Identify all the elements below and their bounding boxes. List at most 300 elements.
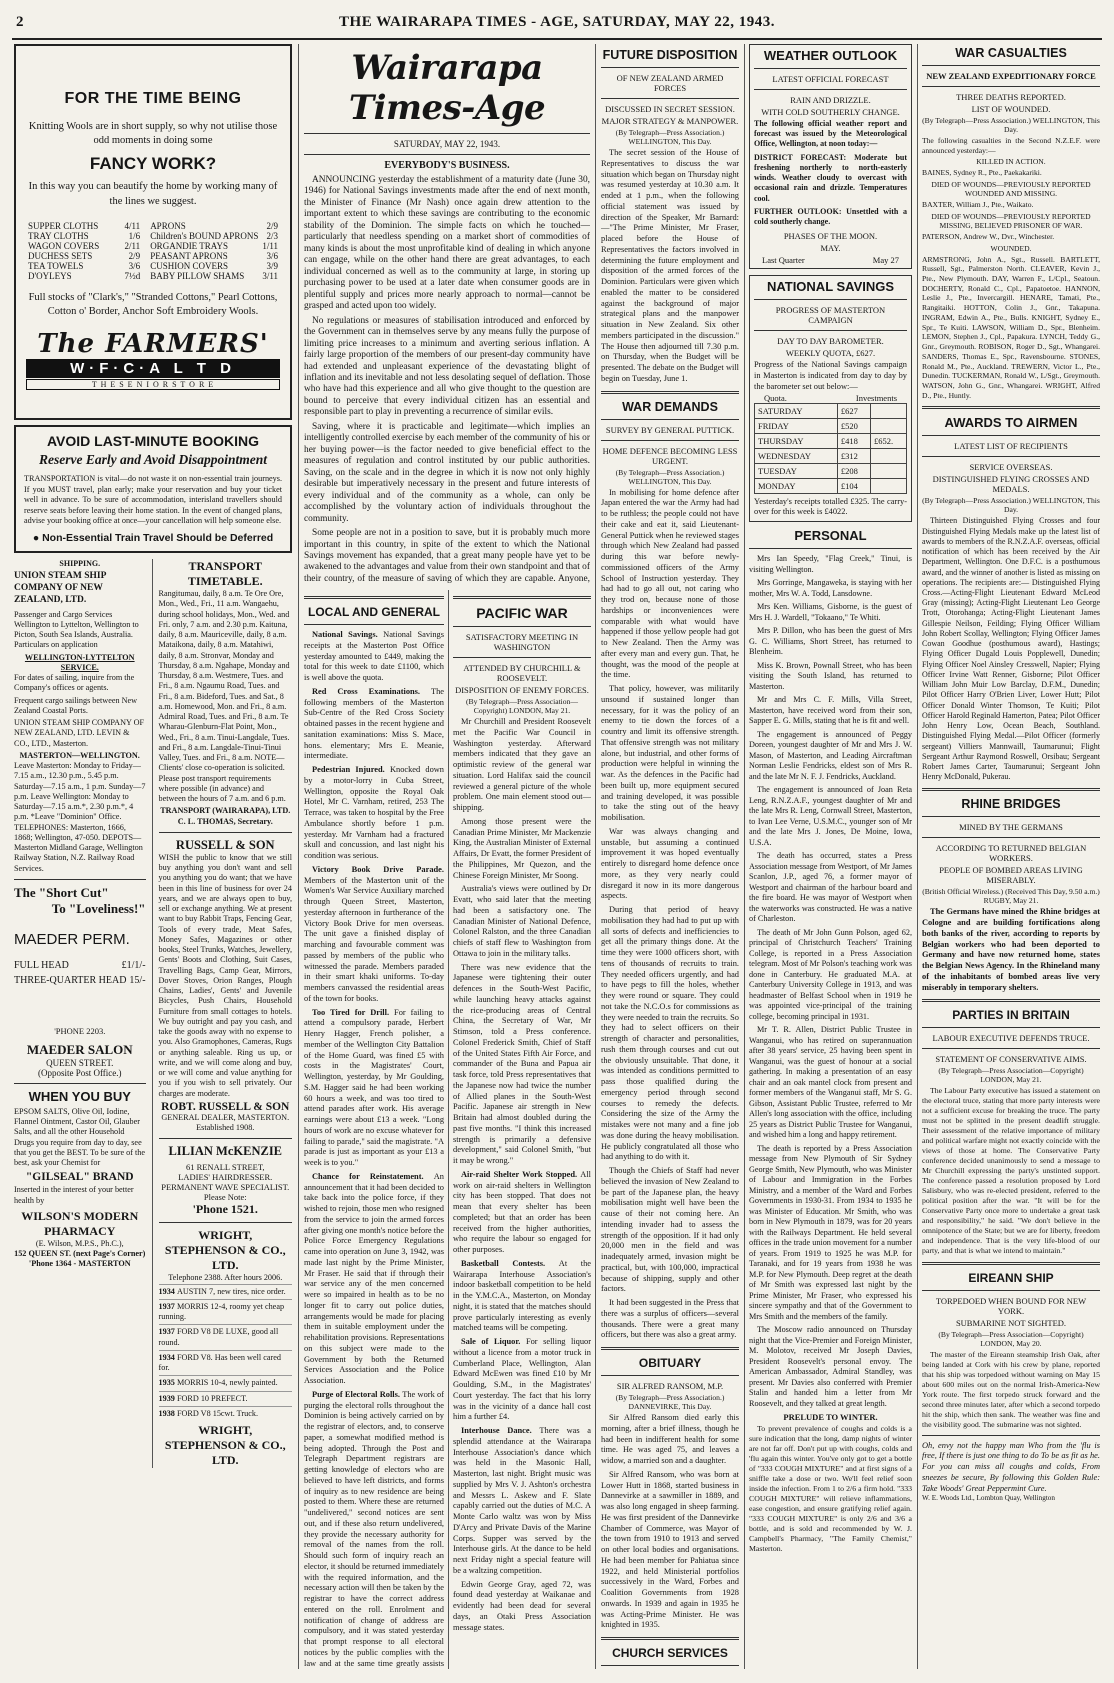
obituary-dateline: (By Telegraph—Press Association.) DANNEVIRKE, This Day. bbox=[615, 1393, 725, 1411]
prelude-body bbox=[749, 1424, 912, 1554]
weather-s3: WITH COLD SOUTHERLY CHANGE. bbox=[761, 107, 900, 117]
car-listing bbox=[159, 1406, 292, 1421]
car-desc: FORD V8 DE LUXE, good all round. bbox=[158, 1327, 279, 1347]
editorial-title: EVERYBODY'S BUSINESS. bbox=[384, 160, 510, 171]
savings-box bbox=[749, 275, 912, 522]
item-heading: Basketball Contests. bbox=[461, 1258, 559, 1268]
divider bbox=[601, 391, 739, 394]
divider bbox=[453, 657, 591, 658]
wilsons-owner: (E. Wilson, M.P.S., Ph.C.), bbox=[35, 1238, 124, 1248]
item-text: The work of purging the electoral rolls throughout the Dominion is being actively carried on by the registrar of electors, and, to conserve paper, a somewhat modified method is being adopted. Through the Post and Telegraph Department registrars are getting knowledge of electors who are believed to have left districts, and forms of inquiry as to new residence are being posted to them. Where these are returned "undelivered," second notices are sent out, and if these also return undelivered, they provide the necessary authority for removal of the names from the roll. Should such form of inquiry reach an elector, it should be returned immediately with the required information, and the necessary action will then be taken by the registrar to have the correct address entered on the roll. Enrolment and notification of change of address are compulsory, and it was stated yesterday that prompt response to all electoral notices by the public complies with the law and at the same time greatly assists bbox=[304, 1389, 444, 1668]
news-column-6 bbox=[922, 44, 1100, 1669]
russell-footer2: GENERAL DEALER, MASTERTON. Established 1908. bbox=[161, 1112, 290, 1132]
column-rule bbox=[917, 44, 918, 1669]
personal-paragraph: The death is reported by a Press Association message from New Plymouth of Sir Sydney George Smith, New Plymouth, who was Minister of Labour and Immigration in the Forbes Ministry, and a member of the Ward and Forbes Governments in 1930-31. From 1934 to 1935 he was Minister of Education. Mr Smith, who was born in New Plymouth in 1879, was for 20 years with the Railways Department. He held several offices in the trade union movement for a number of years. From 1919 to 1925 he was M.P. for Taranaki, and for 19 years from 1938 he was M.P. for New Plymouth. Deep regret at the death of Mr Smith was expressed last night by the Prime Minister, Mr Fraser, who expressed his sincere sympathy and that of the Government to Mrs Smith and the members of the family. bbox=[749, 1143, 912, 1321]
classified-right bbox=[159, 559, 292, 1468]
rhine-s3: PEOPLE OF BOMBED AREAS LIVING MISERABLY. bbox=[939, 865, 1083, 886]
future-s2: DISCUSSED IN SECRET SESSION. bbox=[605, 104, 735, 114]
divider bbox=[754, 89, 907, 90]
mckenzie-ad bbox=[159, 1144, 292, 1217]
price-item: WAGON COVERS bbox=[28, 240, 100, 251]
news-item bbox=[453, 1170, 591, 1256]
maeder-salon: MAEDER SALON bbox=[26, 1041, 133, 1057]
price-item: TEA TOWELS bbox=[28, 260, 84, 271]
wright-tel: Telephone 2388. After hours 2006. bbox=[168, 1273, 283, 1283]
car-listing bbox=[159, 1299, 292, 1325]
future-para: The secret session of the House of Representatives to discuss the war situation which began on Thursday night was resumed yesterday at 10.30 a.m. It ended at 1 p.m., when the following official statement was issued by direction of the Speaker, Mr Barnard:—"The Prime Minister, Mr Fraser, placed before the House of Representatives the factors involved in determining the future employment and disposition of the armed forces of the Dominion. Particulars were given which enabled the matter to be considered against the background of major strategical plans and the manpower situation in New Zealand. Six other members participated in the discussion." The House then adjourned till 7.30 p.m. on Thursday, when the Budget will be presented. The debate on the Budget will begin on Tuesday, June 1. bbox=[601, 148, 739, 383]
savings-investment bbox=[870, 448, 906, 463]
rhine-title: RHINE BRIDGES bbox=[961, 797, 1061, 812]
transport-body: Rangitumau, daily, 8 a.m. Te Ore Ore, Mon., Wed., Fri., 11 a.m. Wangaehu, during school holidays, Mon., Wed. and Fri. only, 7 a.m. and 2.30 p.m. Kaituna, daily, 8 a.m. Mauriceville, daily, 8 a.m. Mataikona, daily, 8 a.m. Matahiwi, daily, 8 a.m. Stronvar, Monday and Thursday, 8 a.m. Ngahape, Monday and Thursday, 8 a.m. Westmere, Tues. and Fri., 8 a.m. Ngaumu Road, Tues. and Fri., 8 a.m. Bideford, Tues. and Sat., 8 a.m. Homewood, Mon. and Fri., 8 a.m. Admiral Road, Tues. and Fri., 8 a.m. Te Wharau-Glenburn-Flat Point, Mon., Wed., Fri., 8 a.m. Tinui-Langdale, Tues. and Fri., 8 a.m. Langdale-Tinui-Tinui Valley, Tues. and Fri., 8 a.m. NOTE—Clients' close co-operation is solicited. Please post transport requirements where possible (in advance) and between the hours of 7 a.m. and 6 p.m. bbox=[158, 589, 290, 803]
header-rule bbox=[12, 38, 1102, 40]
car-listing bbox=[159, 1375, 292, 1390]
divider bbox=[922, 435, 1100, 436]
news-item bbox=[453, 1337, 591, 1423]
price-item: CUSHION COVERS bbox=[150, 260, 228, 271]
item-text: National Savings receipts at the Masterton Post Office yesterday amounted to £449, making the total for this week to date £1100, which is well above the quota. bbox=[304, 630, 444, 682]
shipping-text3: Frequent cargo sailings between New Zealand Coastal Ports. bbox=[14, 695, 138, 715]
car-desc: FORD V8 15cwt. Truck. bbox=[176, 1408, 258, 1418]
car-desc: MORRIS 12-4, roomy yet cheap running. bbox=[158, 1301, 285, 1321]
rhine-sub: MINED BY THE GERMANS bbox=[959, 822, 1063, 833]
savings-intro: Progress of the National Savings campaign in Masterton is indicated from day to day by the barometer set out below:— bbox=[754, 360, 907, 391]
obituary-sub: SIR ALFRED RANSOM, M.P. bbox=[616, 1381, 724, 1391]
weather-box bbox=[749, 44, 912, 269]
pacific-dateline: (By Telegraph—Press Association—Copyright) LONDON, May 21. bbox=[466, 697, 578, 715]
parties-body bbox=[922, 1086, 1100, 1255]
local-general-column bbox=[304, 590, 444, 1668]
mckenzie-line3: Please Note: bbox=[203, 1192, 247, 1203]
casualties-dow-names: BAXTER, William J., Pte., Waikato. bbox=[922, 200, 1034, 210]
savings-investment bbox=[870, 478, 906, 493]
moon-row bbox=[754, 255, 907, 265]
savings-row bbox=[755, 403, 907, 418]
savings-day: THURSDAY bbox=[755, 433, 838, 448]
savings-title: NATIONAL SAVINGS bbox=[766, 279, 895, 295]
price-row bbox=[148, 231, 280, 241]
divider bbox=[159, 1222, 292, 1223]
rhine-s2: ACCORDING TO RETURNED BELGIAN WORKERS. bbox=[935, 843, 1087, 864]
weather-sub: LATEST OFFICIAL FORECAST bbox=[772, 74, 889, 84]
mckenzie-address: 61 RENALL STREET, bbox=[185, 1162, 265, 1173]
divider bbox=[601, 440, 739, 441]
savings-quota: £520 bbox=[837, 418, 870, 433]
divider bbox=[601, 1347, 739, 1350]
item-heading: Purge of Electoral Rolls. bbox=[312, 1389, 403, 1399]
car-desc: MORRIS 10-4, newly painted. bbox=[176, 1378, 278, 1388]
price-item: BABY PILLOW SHAMS bbox=[150, 270, 245, 281]
price-row bbox=[26, 251, 142, 261]
divider bbox=[922, 406, 1100, 409]
parties-para: The Labour Party executive has issued a statement on the electoral truce, stating that more party interests were not a sufficient excuse for breaking the truce. The party must not be splitted in the present deadlift struggle. Their assessment of the relative importance of military and political warfare might not exactly coincide with the views of those at home. The Conservative Party conference decided unanimously to send a message to Mr Churchill expressing the party's unstinted support. The conference passed a resolution proposed by Lord Salisbury, who was re-elected president, referred to the political position after the war. "It will be for the Conservative Party once more to undertake a great task and responsibility," he said. "We don't believe in the omnipotence of the State; but we are for liberty, freedom and independence. That is the very life-blood of our party, and that is what we intend to maintain." bbox=[922, 1086, 1100, 1255]
car-year: 1937 bbox=[158, 1301, 177, 1311]
personal-paragraph: Miss K. Brown, Pownall Street, who has been visiting the South Island, has returned to Masterton. bbox=[749, 660, 912, 691]
editorial-paragraph: Some people are not in a position to save, but it is probably much more important in this country, in spite of the extent to which the National Savings movement has expanded, that a great many people have yet to be awakened to the advantages and value from their own standpoint and that of their country, of the measure of saving of which they are capable. Anyone, bbox=[304, 528, 590, 584]
casualties-dow2: DIED OF WOUNDS—PREVIOUSLY REPORTED MISSING, BELIEVED PRISONER OF WAR. bbox=[931, 211, 1091, 230]
price-value: 2/3 bbox=[266, 230, 278, 241]
airmen-title: AWARDS TO AIRMEN bbox=[944, 415, 1078, 431]
news-item bbox=[304, 865, 444, 1005]
russell-headline: RUSSELL & SON bbox=[175, 837, 275, 852]
personal-paragraph: The death of Mr John Gunn Polson, aged 62, principal of Christchurch Teachers' Training College, is reported in a Press Association telegram. Most of Mr Polson's teaching work was done in Canterbury. He graduated M.A. at Canterbury University College in 1913, and was headmaster of Belfast School when in 1919 he was appointed vice-principal of the training college, becoming principal in 1931. bbox=[749, 927, 912, 1021]
pacific-paragraph: Mr Churchill and President Roosevelt met the Pacific War Council in Washington yesterday. Afterward members indicated that they gave an optimistic review of the general war situation. Lord Halifax said the council reviewed a general picture of the whole problem. One main element stood out—shipping. bbox=[453, 717, 591, 812]
item-heading: Pedestrian Injured. bbox=[312, 765, 390, 774]
car-year: 1934 bbox=[158, 1286, 177, 1296]
maeder-threeq: THREE-QUARTER HEAD bbox=[14, 974, 127, 986]
wright-name: WRIGHT, STEPHENSON & CO., LTD. bbox=[164, 1228, 286, 1273]
personal-paragraph: Mrs Ian Speedy, "Flag Creek," Tinui, is visiting Wellington. bbox=[749, 554, 912, 574]
price-row bbox=[26, 231, 142, 241]
price-value: 4/11 bbox=[124, 220, 141, 231]
booking-ad bbox=[14, 425, 292, 553]
savings-cols bbox=[754, 393, 907, 403]
casualties-dow: DIED OF WOUNDS—PREVIOUSLY REPORTED WOUNDED AND MISSING. bbox=[931, 180, 1091, 199]
classified-block bbox=[14, 559, 292, 1468]
savings-quota: £104 bbox=[837, 478, 870, 493]
price-value: 2/9 bbox=[266, 220, 278, 231]
divider bbox=[922, 1027, 1100, 1028]
timetable-head: MASTERTON—WELLINGTON. bbox=[19, 750, 140, 760]
savings-row bbox=[755, 478, 907, 493]
shipping-text2: For dates of sailing, inquire from the Company's offices or agents. bbox=[14, 673, 135, 693]
maeder-full-head: FULL HEAD bbox=[14, 959, 69, 971]
ad-intro: Knitting Wools are in short supply, so why not utilise those odd moments in doing some bbox=[28, 121, 278, 147]
weather-phases: PHASES OF THE MOON. bbox=[783, 231, 878, 242]
wilsons-brand: "GILSEAL" BRAND bbox=[25, 1171, 134, 1184]
savings-quota: £312 bbox=[837, 448, 870, 463]
future-body bbox=[601, 148, 739, 385]
future-sub: OF NEW ZEALAND ARMED FORCES bbox=[616, 73, 724, 93]
car-year: 1937 bbox=[158, 1327, 177, 1337]
war-demands-title: WAR DEMANDS bbox=[622, 399, 718, 414]
personal-paragraph: Mrs Ken. Williams, Gisborne, is the guest of Mrs H. J. Wardell, "Tokaano," Te Whiti. bbox=[749, 602, 912, 622]
divider bbox=[159, 1138, 292, 1139]
price-value: 3/6 bbox=[266, 250, 278, 261]
booking-footer: ● Non-Essential Train Travel Should be Deferred bbox=[32, 531, 274, 544]
casualties-s2: THREE DEATHS REPORTED. bbox=[956, 92, 1066, 102]
ad-fancy: FANCY WORK? bbox=[89, 154, 217, 174]
logo-sub: W·F·C·A L T D bbox=[26, 359, 280, 378]
prelude-title: PRELUDE TO WINTER. bbox=[783, 1412, 878, 1423]
farmers-ad bbox=[14, 44, 292, 420]
price-row bbox=[26, 241, 142, 251]
price-list-left bbox=[26, 221, 142, 281]
eireann-dateline: (By Telegraph—Press Association—Copyright) LONDON, May 20. bbox=[938, 1329, 1084, 1348]
classified-left bbox=[14, 559, 146, 1468]
personal-paragraph: Mr T. R. Allen, District Public Trustee in Wanganui, who has retired on superannuation after 38 years' service, 25 having been spent in Wanganui, was the guest of honour at a social gathering. In making a presentation of an easy chair and an oak mantel clock from present and former members of the Wanganui staff, Mr S. G. Gibson, Assistant Public Trustee, referred to Mr Allen's long association with the office, including 25 years as District Public Trustee for Wanganui, and wished him a long and happy retirement. bbox=[749, 1025, 912, 1140]
price-value: 1/6 bbox=[128, 230, 141, 241]
wilsons-address: 152 QUEEN ST. (next Page's Corner) 'Phone 1364 - MASTERTON bbox=[14, 1249, 146, 1269]
divider bbox=[14, 1083, 146, 1084]
casualties-sub: NEW ZEALAND EXPEDITIONARY FORCE bbox=[926, 71, 1096, 81]
obituary-paragraph: Sir Alfred Ransom died early this morning, after a brief illness, though he had been in indifferent health for some time. He was aged 75, and leaves a widow, a married son and a daughter. bbox=[601, 1413, 739, 1465]
item-heading: Interhouse Dance. bbox=[461, 1426, 540, 1435]
savings-investment bbox=[870, 463, 906, 478]
item-heading: Chance for Reinstatement. bbox=[312, 1171, 434, 1181]
ad-way: In this way you can beautify the home by working many of the lines we suggest. bbox=[28, 181, 278, 207]
editorial-paragraph: No regulations or measures of stabilisation introduced and enforced by the Government can in themselves serve by any means fully the purpose of limiting price increases to a minimum and averting serious inflation. A fairly large proportion of the members of our present-day community have had extended and unpleasant experience of the devastating blight of inflation and its inevitable and not less desolating sequel of deflation. Those who have had this experience and all who give thought to the question are bound to perceive that every individual citizen has an essential and responsible part to play in preventing a recurrence of similar evils. bbox=[304, 315, 590, 418]
divider bbox=[922, 1048, 1100, 1049]
personal-paragraph: Mrs P. Dillon, who has been the guest of Mrs G. C. Williams, Short Street, has returned to Blenheim. bbox=[749, 626, 912, 657]
news-item bbox=[453, 1426, 591, 1577]
editorial-body bbox=[304, 175, 590, 584]
divider bbox=[922, 456, 1100, 457]
personal-body bbox=[749, 554, 912, 1409]
price-lists bbox=[26, 221, 280, 281]
divider bbox=[754, 330, 907, 331]
savings-row bbox=[755, 418, 907, 433]
masthead-date: SATURDAY, MAY 22, 1943. bbox=[393, 139, 501, 149]
savings-investment bbox=[870, 403, 906, 418]
pacific-attended: ATTENDED BY CHURCHILL & ROOSEVELT. bbox=[463, 663, 581, 683]
item-heading: Sale of Liquor. bbox=[461, 1337, 526, 1346]
personal-title: PERSONAL bbox=[794, 528, 867, 544]
item-text: Knocked down by a motor-lorry in Cuba Street, Wellington, opposite the Royal Oak Hotel, Mr C. Varnham, retired, 253 The Terrace, was taken to hospital by the Free Ambulance shortly before 1 p.m. yesterday. Mr Varnham had a fractured skull and concussion, and last night his condition was serious. bbox=[304, 765, 444, 860]
divider bbox=[453, 596, 591, 599]
obituary-title: OBITUARY bbox=[638, 1356, 702, 1370]
future-dateline: (By Telegraph—Press Association.) WELLINGTON, This Day. bbox=[615, 128, 725, 146]
price-list-right bbox=[148, 221, 280, 281]
airmen-body bbox=[922, 516, 1100, 782]
news-column-4 bbox=[601, 44, 739, 1669]
ad-stocks: Full stocks of "Clark's," "Stranded Cottons," Pearl Cottons, Cotton o' Border, Anchor Soft Embroidery Wools. bbox=[28, 291, 278, 317]
booking-body: TRANSPORTATION is vital—do not waste it on non-essential train journeys. If you MUST travel, plan early; make your reservation and buy your ticket well in advance. To be sure of accommodation, interisland travellers should reserve seats before leaving their home station. In the event of changed plans, advise your booking office at once—your cancellation will help someone else. bbox=[24, 474, 282, 525]
divider bbox=[14, 879, 146, 880]
price-item: SUPPER CLOTHS bbox=[28, 220, 99, 231]
booking-headline: AVOID LAST-MINUTE BOOKING bbox=[46, 433, 260, 449]
car-desc: FORD 10 PREFECT. bbox=[176, 1393, 248, 1403]
transport-headline: TRANSPORT TIMETABLE. bbox=[187, 559, 263, 588]
wilsons-headline: WHEN YOU BUY bbox=[28, 1088, 131, 1104]
mckenzie-phone: 'Phone 1521. bbox=[192, 1202, 258, 1217]
war-demands-paragraph: Though the Chiefs of Staff had never believed the invasion of New Zealand to be part of the Japanese plan, the heavy mobilisation might well have been the cause of their not coming here. An intending invader had to assess the strength of the opposition. If it had only 20,000 men in the field and was inadequately armed, invasion might be practical, but, with 100,000, impractical because of shipping, supply and other factors. bbox=[601, 1166, 739, 1294]
savings-sub: PROGRESS OF MASTERTON CAMPAIGN bbox=[775, 305, 886, 326]
war-demands-paragraph: It had been suggested in the Press that there was a surplus of officers—several thousands. There were a great many officers, but there was also a great army. bbox=[601, 1298, 739, 1340]
church-title: CHURCH SERVICES bbox=[612, 1646, 728, 1660]
divider bbox=[922, 999, 1100, 1002]
ad-headline: FOR THE TIME BEING bbox=[64, 90, 242, 107]
page-number: 2 bbox=[16, 14, 24, 30]
wright-footer: WRIGHT, STEPHENSON & CO., LTD. bbox=[164, 1423, 286, 1467]
russell-ad bbox=[159, 838, 292, 1134]
savings-row bbox=[755, 463, 907, 478]
airmen-s2: SERVICE OVERSEAS. bbox=[969, 462, 1053, 473]
divider bbox=[922, 1290, 1100, 1291]
price-value: 3/9 bbox=[266, 260, 278, 271]
casualties-title: WAR CASUALTIES bbox=[955, 46, 1067, 60]
woods-verse: Oh, envy not the happy man Who from the 'flu is free, If there is just one thing to do To be as fit as he. For you can miss all coughs and colds, From sneezes be secure, By following this Golden Rule: Take Woods' Great Peppermint Cure. bbox=[922, 1440, 1100, 1493]
mckenzie-line2: PERMANENT WAVE SPECIALIST. bbox=[161, 1182, 290, 1193]
eireann-sub: TORPEDOED WHEN BOUND FOR NEW YORK. bbox=[935, 1295, 1087, 1316]
local-items bbox=[304, 630, 444, 1668]
parties-sub: LABOUR EXECUTIVE DEFENDS TRUCE. bbox=[932, 1033, 1090, 1044]
logo-main: The FARMERS' bbox=[37, 329, 269, 360]
rhine-body bbox=[922, 907, 1100, 993]
savings-day: SATURDAY bbox=[755, 403, 838, 418]
parties-title: PARTIES IN BRITAIN bbox=[952, 1008, 1070, 1023]
divider bbox=[749, 548, 912, 549]
farmers-logo bbox=[26, 329, 280, 390]
divider bbox=[601, 419, 739, 420]
shipping-ad bbox=[14, 559, 146, 874]
transport-company: TRANSPORT (WAIRARAPA), LTD. C. L. THOMAS, Secretary. bbox=[160, 806, 291, 826]
car-listing bbox=[159, 1284, 292, 1299]
column-rule bbox=[298, 44, 299, 1669]
parties-dateline: (By Telegraph—Press Association—Copyright) LONDON, May 21. bbox=[938, 1066, 1084, 1085]
item-text: Members of the Masterton unit of the Women's War Service Auxiliary marched through Queen Street, Masterton, yesterday afternoon in furtherance of the Victory Book Drive for men overseas. The unit gave a finished display of marching and favourable comment was passed by members of the public who witnessed the parade. Members paraded in their smart khaki uniforms. To-day members canvassed the residential areas of the town for books. bbox=[304, 875, 444, 1003]
shipping-agents: UNION STEAM SHIP COMPANY OF NEW ZEALAND, LTD. LEVIN & CO., LTD., Masterton. bbox=[14, 718, 145, 748]
war-demands-paragraph: War was always changing and unstable, but assuming a continued improvement it was hoped eventually entirely to disregard home defence once more, as they very nearly could disregard it now in its more dangerous aspects. bbox=[601, 826, 739, 901]
shipping-company: UNION STEAM SHIP COMPANY OF NEW ZEALAND, LTD. bbox=[14, 571, 106, 605]
woods-note: W. E. Woods Ltd., Lombton Quay, Wellington bbox=[922, 1494, 1055, 1503]
airmen-dateline: (By Telegraph—Press Association.) WELLINGTON, This Day. bbox=[922, 496, 1100, 515]
price-row bbox=[148, 271, 280, 281]
eireann-title: EIREANN SHIP bbox=[968, 1270, 1054, 1285]
maeder-street: QUEEN STREET. bbox=[46, 1057, 114, 1068]
war-demands-dateline: (By Telegraph—Press Association.) WELLINGTON, This Day. bbox=[615, 467, 725, 486]
item-text: All work on air-raid shelters in Wellington city has been stopped. That does not mean that every shelter has been completed; but that an order has been received from the higher authorities, who require the labour so engaged for other purposes. bbox=[453, 1169, 591, 1254]
divider bbox=[304, 133, 590, 134]
savings-table bbox=[754, 403, 907, 494]
pacific-paragraph: Australia's views were outlined by Dr Evatt, who said later that the meeting had been a satisfactory one. The Canadian Minister of National Defence, Colonel Ralston, and the three Canadian chiefs of staff flew to Washington from Ottawa to join in the military talks. bbox=[453, 884, 591, 958]
masthead-title: Wairarapa Times-Age bbox=[348, 48, 546, 128]
news-item bbox=[304, 687, 444, 762]
price-item: D'OYLEYS bbox=[28, 270, 72, 281]
col-quota: Quota. bbox=[764, 392, 787, 403]
item-heading: Air-raid Shelter Work Stopped. bbox=[461, 1169, 581, 1179]
divider bbox=[159, 832, 292, 833]
price-value: 2/11 bbox=[124, 240, 141, 251]
obituary-paragraph: Sir Alfred Ransom, who was born at Lower Hutt in 1868, started business in Dannevirke at a sawmiller in 1889, and was also long engaged in sheep farming. He was first president of the Dannevirke Chamber of Commerce, was Mayor of the town from 1910 to 1913 and served on other local bodies and organisations. He had been member for Pahiatua since 1922, and held Ministerial portfolios successively in the Ward, Forbes and Coalition Governments from 1928 onwards. In 1939 and again in 1935 he was Acting-Prime Minister. He was knighted in 1935. bbox=[601, 1469, 739, 1630]
airmen-sub: LATEST LIST OF RECIPIENTS bbox=[954, 441, 1068, 452]
wright-ad bbox=[159, 1228, 292, 1468]
price-row bbox=[26, 261, 142, 271]
personal-paragraph: Mrs Gorringe, Mangaweka, is staying with her mother, Mrs W. A. Todd, Lansdowne. bbox=[749, 578, 912, 598]
pacific-paragraph: Among those present were the Canadian Prime Minister, Mr Mackenzie King, the Australian Minister of External Affairs, Dr Evatt, the former President of the Philippines, Mr Quezon, and the Chinese Foreign Minister, Mr Soong. bbox=[453, 816, 591, 880]
war-demands-sub: SURVEY BY GENERAL PUTTICK. bbox=[605, 424, 735, 435]
personal-paragraph: The death has occurred, states a Press Association message from Westport, of Mr James Scanlon, J.P., aged 76, a former mayor of Westport and chairman of the harbour board and the fire board. He was mayor of Westport when the waterworks was constructed. He was a native of Charleston. bbox=[749, 851, 912, 924]
editorial-column bbox=[304, 44, 590, 584]
divider bbox=[601, 1375, 739, 1376]
savings-note: Yesterday's receipts totalled £325. The carry-over for this week is £4022. bbox=[754, 496, 907, 517]
war-demands-paragraph: During that period of heavy mobilisation they had had to put up with all sorts of defects and inefficiencies to get all the primary things done. At the time they were 1000 officers short, with tens of thousands of recruits to train. They needed officers urgently, and had to have pegs to fill the holes, whether they were round or square. They could not take the N.C.O.s for commissions as they were needed to train the recruits. So they had to select officers on their strength of character and personalities, rush them through courses and cut out the obviously unsuitable. That done, it was intended as conditions permitted to pass those qualified during the emergency period through second courses to remedy the defects. Considering the size of the Army the mistakes were not many and a fine job was done during the heavy mobilisation. He publicly congratulated all those who had anything to do with it. bbox=[601, 905, 739, 1162]
moon-date: May 27 bbox=[872, 255, 899, 266]
maeder-full-price: £1/1/- bbox=[121, 959, 146, 971]
casualties-killed: KILLED IN ACTION. bbox=[976, 157, 1046, 167]
casualties-killed-names: BAINES, Sydney R., Pte., Paekakariki. bbox=[922, 168, 1042, 178]
savings-s2: DAY TO DAY BAROMETER. bbox=[777, 336, 884, 347]
news-item bbox=[304, 1390, 444, 1668]
page-header bbox=[0, 0, 1114, 40]
moon-phase: Last Quarter bbox=[762, 255, 805, 266]
savings-investment bbox=[870, 418, 906, 433]
news-item bbox=[304, 1172, 444, 1387]
pacific-disp: DISPOSITION OF ENEMY FORCES. bbox=[455, 685, 589, 695]
booking-sub: Reserve Early and Avoid Disappointment bbox=[39, 452, 267, 467]
price-row bbox=[26, 221, 142, 231]
item-heading: Too Tired for Drill. bbox=[312, 1007, 395, 1017]
divider bbox=[922, 1262, 1100, 1265]
price-row bbox=[148, 261, 280, 271]
pacific-paragraph: There was new evidence that the Japanese were tightening their outer defences in the South-West Pacific, while launching heavy attacks against the rice-producing areas of Central China, the Secretary of War, Mr Stimson, told a Press conference. Colonel Frederick Smith, Chief of Staff of the United States Fifth Air Force, and commander of the Buna and Papua air task force, told Press representatives that the Japanese now had twice the number of Allied planes in the South-West Pacific. Japanese air strength in New Britain had almost doubled during the past five months. "I think this increased strength is primarily a defensive development," said Colonel Smith, "but it may be wrong." bbox=[453, 962, 591, 1165]
price-item: PEASANT APRONS bbox=[150, 250, 228, 261]
local-title: LOCAL AND GENERAL bbox=[308, 605, 440, 619]
ads-column bbox=[14, 44, 292, 1669]
shipping-route: WELLINGTON-LYTTELTON SERVICE. bbox=[24, 652, 135, 672]
maeder-threeq-price: 15/- bbox=[129, 974, 146, 986]
personal-paragraph: Mr and Mrs C. F. Mills, Villa Street, Masterton, have received word from their son, Sapper E. G. Mills, stating that he is fit and well. bbox=[749, 695, 912, 726]
wright-items bbox=[159, 1284, 292, 1422]
news-item bbox=[304, 630, 444, 684]
casualties-s3: LIST OF WOUNDED. bbox=[971, 104, 1051, 114]
maeder-ad bbox=[14, 885, 146, 1078]
price-value: 3/6 bbox=[128, 260, 141, 271]
col-investments: Investments bbox=[855, 392, 897, 403]
price-value: 7½d bbox=[124, 270, 141, 281]
divider bbox=[601, 67, 739, 68]
car-listing bbox=[159, 1350, 292, 1376]
divider bbox=[922, 837, 1100, 838]
casualties-wounded-names: ARMSTRONG, John A., Sgt., Russell. BARTLETT, Russell, Sgt., Palmerston North. CLEAVER, Kevin J., Pte., New Plymouth. DAY, Warren F., L/Cpl., Seatoun. DOCHERTY, Ronald C., Cpl., Papatoetoe. HANNON, Leslie J., Pte., Invercargill. HENARE, Tamati, Pte., Rangitaiki. HOTTON, Colin J., Gnr., Takapuna. INGRAM, Edwin A., Pte., Bulls. KNIGHT, Sydney E., Spr., Te Kuiti. LAWSON, William D., Spr., Blenheim. LEMON, Stephen J., Cpl., Papakura. LYNCH, Teddy G., Gnr., Greymouth. ROBISON, Roger D., Sgt., Whangarei. SANDERS, Thomas E., Spr., Ravensbourne. STONES, Ronald M., Pte., Auckland. TREWERN, Victor L., Pte., Dunedin. TUCKERMAN, Ronald W., L/Sgt., Greymouth. WATSON, John G., Gnr., Whangarei. WRIGHT, Alfred D., Pte., Huntly. bbox=[922, 254, 1100, 400]
item-text: At the Wairarapa Interhouse Association's indoor basketball competition to be held in the Y.M.C.A., Masterton, on Monday night, it is stated that the matches should prove particularly interesting as evenly matched teams will be competing. bbox=[453, 1258, 591, 1333]
item-text: An announcement that it had been decided to take back into the police force, if they wished to rejoin, those men who resigned from the service to join the armed forces after giving one month's notice before the Police Force Emergency Regulations came into operation on June 3, 1942, was made last night by the Prime Minister, Mr Fraser. He said that if through their war service any of the men concerned were so impaired in health as to be no longer fit to carry out police duties, arrangements would be made for placing them in suitable employment under the rehabilitation provisions. Representations on this subject were made to the Government by both the Returned Services Association and the Police Association. bbox=[304, 1171, 444, 1385]
savings-day: WEDNESDAY bbox=[755, 448, 838, 463]
car-desc: FORD V8. Has been well cared for. bbox=[158, 1352, 281, 1372]
item-text: The following members of the Masterton Sub-Centre of the Red Cross Society obtained passes in the recent hygiene and sanitation examinations: Miss S. Mace, hons. elementary; Mrs E. Meanie, intermediate. bbox=[304, 686, 444, 761]
item-heading: Red Cross Examinations. bbox=[312, 686, 431, 696]
eireann-para: The master of the Eireann steamship Irish Oak, after being landed at Cork with his crew by plane, reported that his ship was torpedoed without warning on May 15 about 600 miles out on the normal Irish-America-New York route. The first torpedo struck forward and the second three minutes later, after which a second torpedo hit the ship, which then sank. The weather was fine and the visibility good. The submarine was not sighted. bbox=[922, 1349, 1100, 1429]
transport-ad bbox=[159, 559, 292, 827]
future-s3: MAJOR STRATEGY & MANPOWER. bbox=[601, 116, 739, 126]
running-head: THE WAIRARAPA TIMES - AGE, SATURDAY, MAY 22, 1943. bbox=[339, 14, 775, 30]
weather-title: WEATHER OUTLOOK bbox=[763, 48, 898, 63]
mckenzie-name: LILIAN McKENZIE bbox=[168, 1144, 283, 1159]
item-heading: Victory Book Drive Parade. bbox=[312, 864, 444, 874]
item-heading: National Savings. bbox=[312, 630, 384, 639]
personal-paragraph: The engagement is announced of Joan Reta Leng, R.N.Z.A.F., youngest daughter of Mr and the late Mrs R. Leng, Cornwall Street, Masterton, to Ivan Lee Verne, U.S.M.C., younger son of Mr and the late Mrs J. Jones, De Moine, Iowa, U.S.A. bbox=[749, 785, 912, 847]
news-column-5 bbox=[749, 44, 912, 1669]
car-year: 1934 bbox=[158, 1352, 177, 1362]
column-rule bbox=[152, 559, 153, 1468]
maeder-shortcut: The "Short Cut" bbox=[14, 884, 109, 900]
column-rule bbox=[448, 590, 449, 1669]
casualties-wounded: WOUNDED. bbox=[990, 243, 1032, 253]
car-desc: AUSTIN 7, new tires, nice order. bbox=[176, 1286, 286, 1296]
obituary-body bbox=[601, 1413, 739, 1631]
divider bbox=[601, 1665, 739, 1666]
column-rule bbox=[595, 44, 596, 1669]
airmen-s3: DISTINGUISHED FLYING CROSSES AND MEDALS. bbox=[932, 474, 1090, 495]
rhine-dateline: (British Official Wireless.) (Received This Day, 9.50 a.m.) RUGBY, May 21. bbox=[922, 887, 1100, 906]
weather-further: FURTHER OUTLOOK: Unsettled with a cold southerly change. bbox=[754, 206, 907, 227]
weather-s2: RAIN AND DRIZZLE. bbox=[790, 95, 871, 105]
price-row bbox=[148, 221, 280, 231]
car-year: 1939 bbox=[158, 1393, 177, 1403]
divider bbox=[304, 154, 590, 155]
maeder-phone: 'PHONE 2203. bbox=[54, 1025, 106, 1036]
war-demands-body bbox=[601, 488, 739, 1342]
car-listing bbox=[159, 1324, 292, 1350]
weather-intro: The following official weather report and forecast was issued by the Meteorological Office, Wellington, at noon today:— bbox=[754, 119, 907, 149]
divider bbox=[922, 816, 1100, 817]
price-item: ORGANDIE TRAYS bbox=[150, 240, 228, 251]
savings-quota: £627 bbox=[837, 403, 870, 418]
savings-quota: £208 bbox=[837, 463, 870, 478]
savings-row bbox=[755, 433, 907, 448]
pacific-items bbox=[453, 1170, 591, 1634]
russell-body: WISH the public to know that we still buy anything you don't want and sell you anything you do want; that we have been in this line of business for over 24 years, and we are always open to buy, sell or exchange anything. We at present want to buy Rabbit Traps, Fencing Gear, Tools of every trade, Meat Safes, Money Safes, Magazines or other books, Steel Trunks, Watches, Jewellery, Gents' Boots and Clothing, Suit Cases, Travelling Bags, Camp Gear, Mirrors, Dover Stoves, Orion Ranges, Plough Chains, Ladies', Gents' and Juvenile Bicycles, Push Chairs, Household Furniture from small cottages to hotels. We buy outright and pay you cash, and take the goods away with no expense to you. Also Gramophones, Cameras, Rugs or anything saleable. Ring us up, or write, and we will come along and buy, or we will come and value anything for you if you wish to sell privately. Our charges are moderate. bbox=[158, 852, 292, 1098]
pacific-title: PACIFIC WAR bbox=[476, 605, 568, 621]
